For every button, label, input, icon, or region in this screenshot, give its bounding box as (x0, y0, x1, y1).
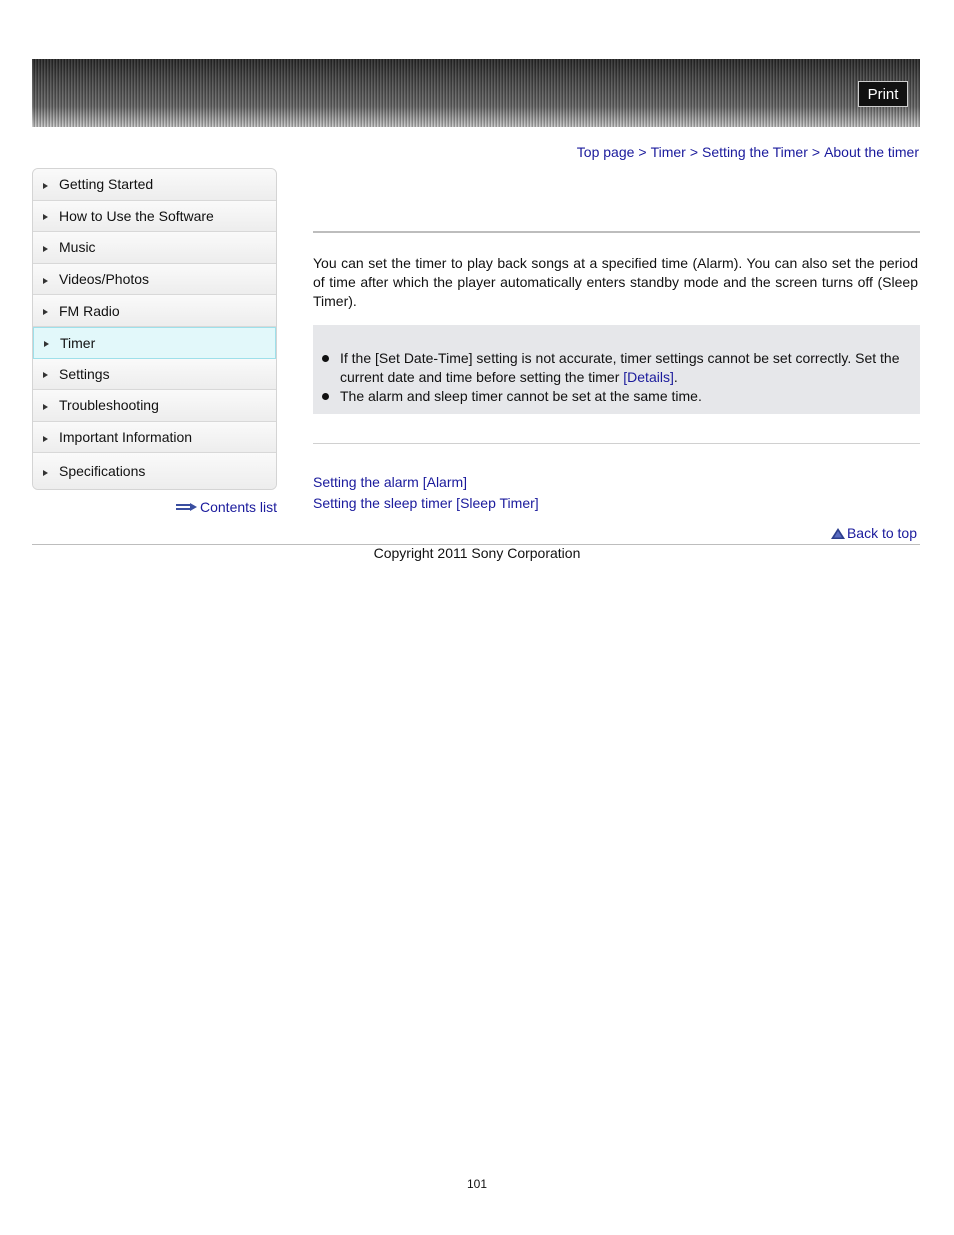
sidebar-item-label: How to Use the Software (59, 207, 214, 224)
contents-list-link[interactable] (176, 499, 277, 515)
title-divider (313, 231, 920, 233)
arrow-right-icon (43, 470, 48, 476)
sidebar-item-timer[interactable] (33, 327, 276, 359)
header-banner (32, 59, 920, 127)
details-link[interactable]: [Details] (623, 369, 674, 385)
print-button[interactable]: Print (858, 81, 908, 107)
arrow-right-icon (43, 214, 48, 220)
arrow-right-icon (43, 309, 48, 315)
breadcrumb-setting-the-timer[interactable]: Setting the Timer (702, 144, 808, 160)
copyright-text: Copyright 2011 Sony Corporation (373, 545, 581, 561)
note-item (340, 349, 910, 387)
page-number: 101 (466, 1177, 488, 1191)
arrow-right-icon (43, 436, 48, 442)
back-to-top-link[interactable] (831, 525, 917, 541)
breadcrumb-top-page[interactable]: Top page (576, 144, 635, 160)
breadcrumb (577, 144, 919, 160)
arrow-right-icon (43, 246, 48, 252)
breadcrumb-about-the-timer[interactable]: About the timer (824, 144, 919, 160)
back-to-top-label: Back to top (846, 525, 917, 541)
sidebar-item-label: Important Information (59, 429, 193, 446)
breadcrumb-timer[interactable]: Timer (650, 144, 686, 160)
breadcrumb-separator: > (689, 144, 699, 160)
sidebar-item-music[interactable] (33, 232, 276, 264)
related-link-alarm[interactable]: Setting the alarm [Alarm] (313, 474, 468, 490)
sidebar-item-important-information[interactable] (33, 422, 276, 454)
note-box (313, 325, 920, 414)
sidebar-item-specifications[interactable] (33, 453, 276, 489)
triangle-up-icon (831, 528, 845, 539)
sidebar-item-videos-photos[interactable] (33, 264, 276, 296)
sidebar-item-label: Timer (60, 334, 96, 351)
note-text: If the [Set Date-Time] setting is not accurate, timer settings cannot be set correctly. Set the current date and time before setting the timer (340, 350, 900, 385)
contents-list-label: Contents list (200, 499, 278, 515)
intro-paragraph: You can set the timer to play back songs at a specified time (Alarm). You can also set the period of time after which the player automatically enters standby mode and the screen turns off (Sleep Timer). (313, 255, 918, 309)
note-text: The alarm and sleep timer cannot be set at the same time. (340, 388, 702, 404)
sidebar-item-label: Settings (59, 365, 110, 382)
arrow-right-icon (44, 341, 49, 347)
arrow-right-icon (43, 183, 48, 189)
arrow-right-icon (43, 404, 48, 410)
sidebar-item-getting-started[interactable] (33, 169, 276, 201)
sidebar-item-label: Music (59, 239, 96, 256)
sidebar-item-label: Specifications (59, 463, 146, 480)
sidebar-item-label: Troubleshooting (59, 397, 159, 414)
sidebar-item-settings[interactable] (33, 359, 276, 391)
note-text-end: . (673, 369, 678, 385)
section-divider (313, 443, 920, 444)
arrow-right-icon (43, 278, 48, 284)
sidebar-item-label: Getting Started (59, 176, 154, 193)
arrow-right-icon (43, 372, 48, 378)
note-item (340, 387, 910, 406)
sidebar-item-fm-radio[interactable] (33, 295, 276, 327)
breadcrumb-separator: > (811, 144, 821, 160)
sidebar-item-troubleshooting[interactable] (33, 390, 276, 422)
sidebar-item-label: FM Radio (59, 302, 120, 319)
double-arrow-right-icon (176, 503, 197, 511)
breadcrumb-separator: > (638, 144, 647, 160)
related-link-sleep-timer[interactable]: Setting the sleep timer [Sleep Timer] (313, 495, 539, 511)
sidebar-item-how-to-use-software[interactable] (33, 201, 276, 233)
bullet-icon (322, 355, 329, 362)
sidebar-item-label: Videos/Photos (59, 271, 150, 288)
sidebar-nav (32, 168, 277, 490)
bullet-icon (322, 393, 329, 400)
